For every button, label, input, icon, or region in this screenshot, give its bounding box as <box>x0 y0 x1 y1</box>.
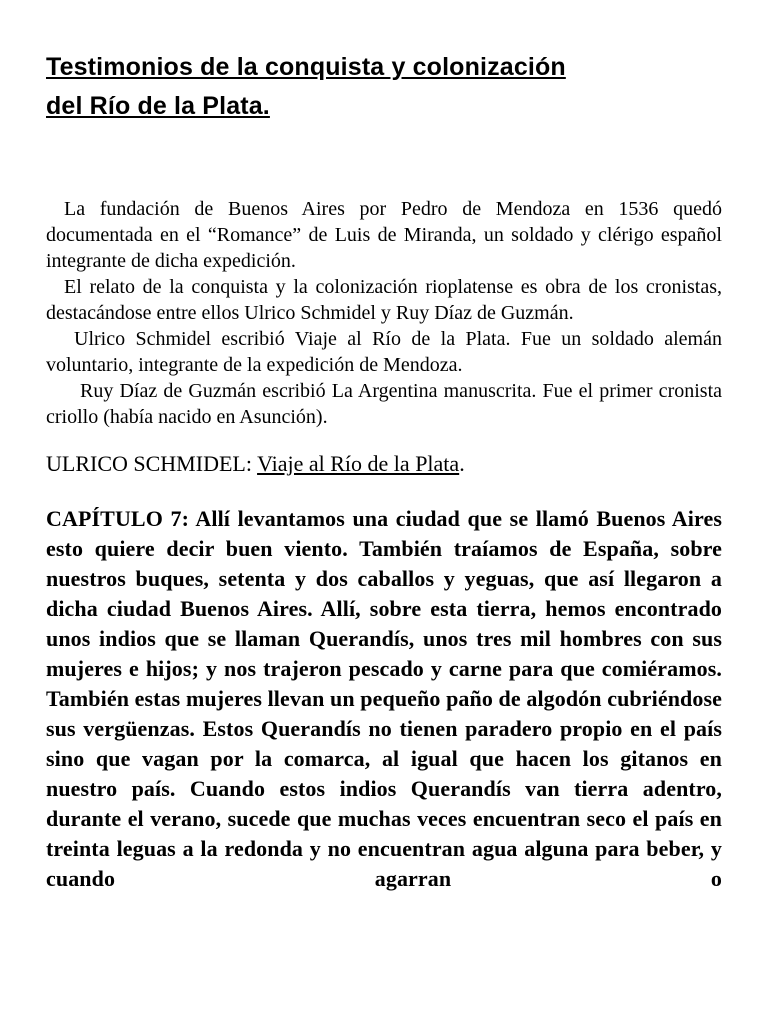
chapter-7-text: CAPÍTULO 7: Allí levantamos una ciudad que se llamó Buenos Aires esto quiere decir buen viento. También traíamos de España, sobre nuestros buques, setenta y dos caballos y yeguas, que así llegaron a dicha ciudad Buenos Aires. Allí, sobre esta tierra, hemos encontrado unos indios que se llaman Querandís, unos tres mil hombres con sus mujeres e hijos; y nos trajeron pescado y carne para que comiéramos. También estas mujeres llevan un pequeño paño de algodón cubriéndose sus vergüenzas. Estos Querandís no tienen paradero propio en el país sino que vagan por la comarca, al igual que hacen los gitanos en nuestro país. Cuando estos indios Querandís van tierra adentro, durante el verano, sucede que muchas veces encuentran seco el país en treinta leguas a la redonda y no encuentran agua alguna para beber, y cuando agarran o <box>46 506 722 891</box>
intro-paragraph-diaz-de-guzman: Ruy Díaz de Guzmán escribió La Argentina manuscrita. Fue el primer cronista criollo (había nacido en Asunción). <box>46 380 722 428</box>
document-title <box>46 48 722 126</box>
document-page <box>46 48 722 916</box>
section-heading <box>46 450 722 478</box>
title-line-1: Testimonios de la conquista y colonización <box>46 53 566 81</box>
intro-paragraph-cronistas: El relato de la conquista y la colonización rioplatense es obra de los cronistas, destacándose entre ellos Ulrico Schmidel y Ruy Díaz de Guzmán. <box>46 276 722 324</box>
section-work-title: Viaje al Río de la Plata <box>257 451 460 476</box>
title-line-2: del Río de la Plata. <box>46 92 270 120</box>
intro-paragraph-fundacion: La fundación de Buenos Aires por Pedro de Mendoza en 1536 quedó documentada en el “Romance” de Luis de Miranda, un soldado y clérigo español integrante de dicha expedición. <box>46 198 722 272</box>
intro-paragraph-schmidel: Ulrico Schmidel escribió Viaje al Río de la Plata. Fue un soldado alemán voluntario, integrante de la expedición de Mendoza. <box>46 328 722 376</box>
section-author: ULRICO SCHMIDEL: <box>46 451 252 476</box>
intro-section <box>46 196 722 430</box>
section-heading-end: . <box>459 451 465 476</box>
